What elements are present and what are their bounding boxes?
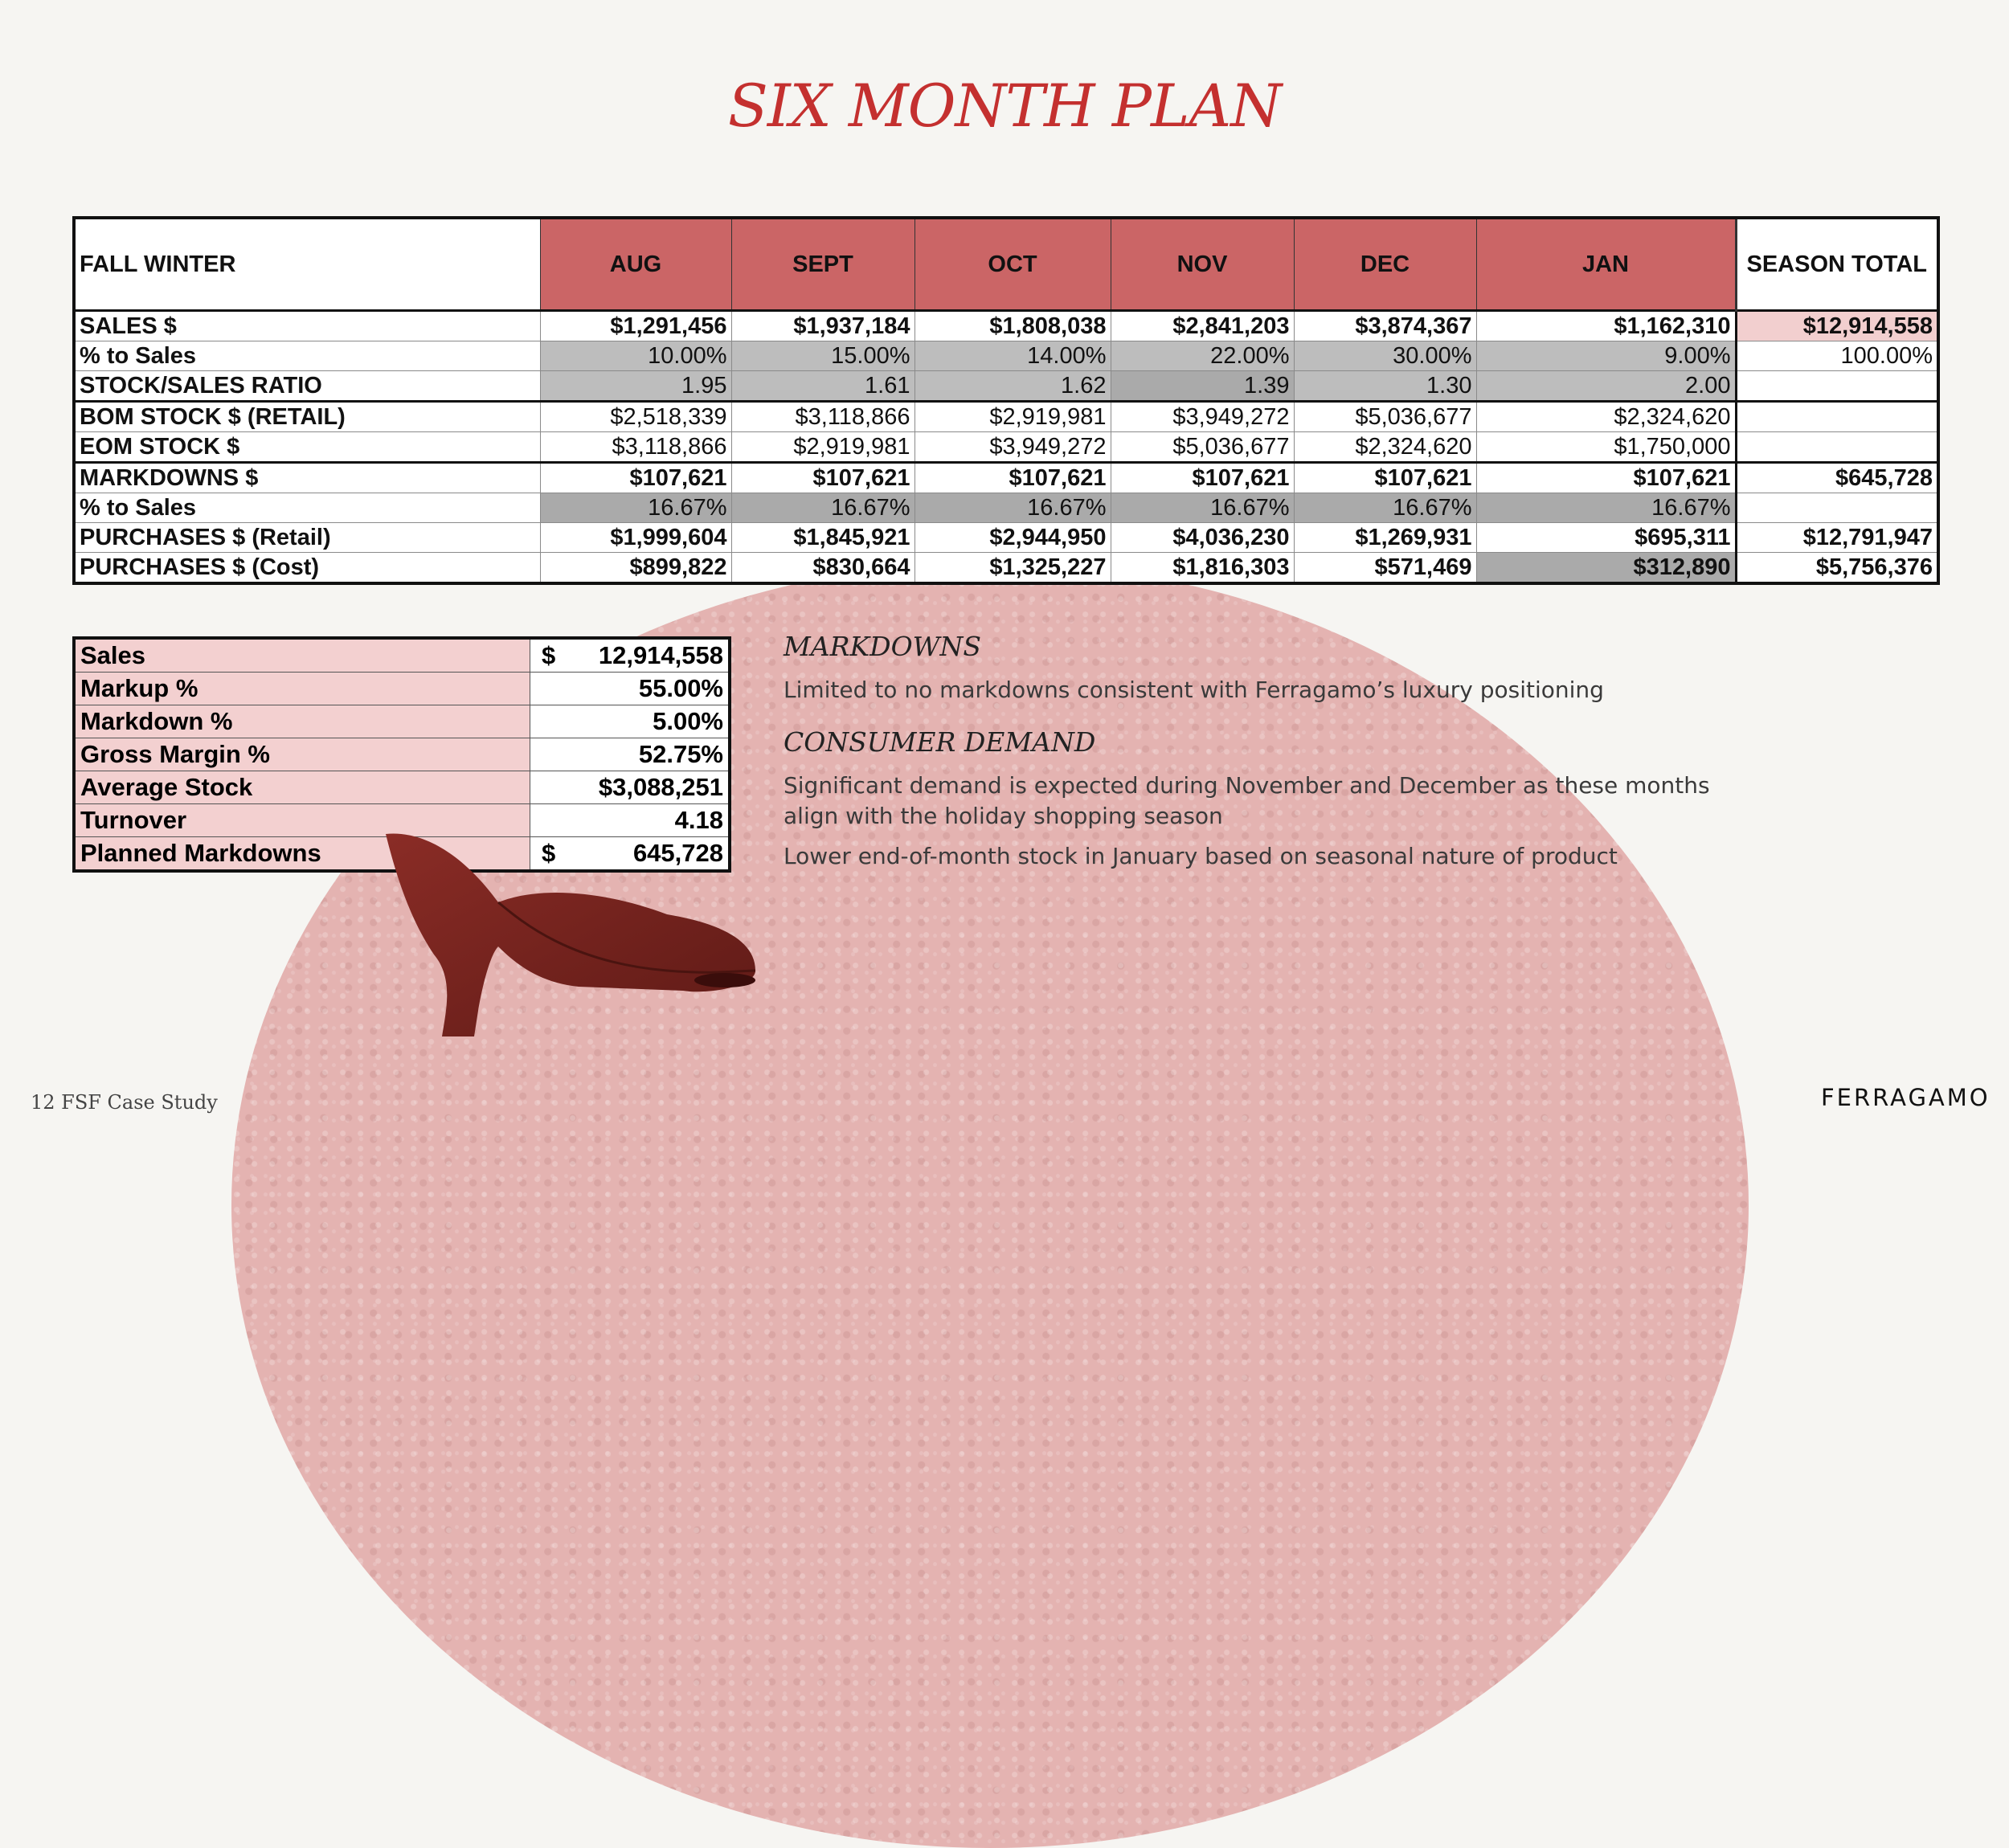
cell: 1.30 — [1294, 371, 1476, 402]
row-label: PURCHASES $ (Retail) — [74, 523, 540, 553]
cell: $3,118,866 — [731, 402, 914, 432]
summary-amount: 52.75% — [638, 740, 723, 768]
season-total-cell: $12,791,947 — [1736, 523, 1938, 553]
summary-label: Average Stock — [74, 771, 530, 804]
cell: 9.00% — [1476, 341, 1736, 371]
markdowns-heading: MARKDOWNS — [784, 631, 982, 662]
season-total-cell — [1736, 371, 1938, 402]
table-row — [74, 553, 1938, 584]
cell: 1.61 — [731, 371, 914, 402]
table-row — [74, 311, 1938, 341]
cell: 15.00% — [731, 341, 914, 371]
row-label: STOCK/SALES RATIO — [74, 371, 540, 402]
table-row — [74, 432, 1938, 463]
cell: 1.62 — [914, 371, 1111, 402]
cell: $2,919,981 — [731, 432, 914, 463]
cell: $312,890 — [1476, 553, 1736, 584]
month-header: JAN — [1476, 218, 1736, 311]
currency-symbol: $ — [542, 839, 556, 867]
cell: 30.00% — [1294, 341, 1476, 371]
season-total-cell: $645,728 — [1736, 463, 1938, 493]
cell: 16.67% — [731, 493, 914, 523]
season-total-cell: $5,756,376 — [1736, 553, 1938, 584]
table-row — [74, 371, 1938, 402]
cell: $2,944,950 — [914, 523, 1111, 553]
table-row — [74, 523, 1938, 553]
cell: $1,845,921 — [731, 523, 914, 553]
cell: $1,999,604 — [540, 523, 731, 553]
summary-amount: $3,088,251 — [598, 773, 723, 801]
summary-label: Sales — [74, 638, 530, 673]
month-header: AUG — [540, 218, 731, 311]
month-header: OCT — [914, 218, 1111, 311]
cell: $3,118,866 — [540, 432, 731, 463]
six-month-plan-table — [72, 216, 1940, 585]
cell: 16.67% — [1294, 493, 1476, 523]
month-header: SEPT — [731, 218, 914, 311]
cell: $107,621 — [1476, 463, 1736, 493]
row-label: % to Sales — [74, 341, 540, 371]
cell: 22.00% — [1111, 341, 1294, 371]
page-footer: 12 FSF Case Study — [31, 1091, 218, 1114]
summary-row — [74, 738, 730, 771]
cell: $107,621 — [1294, 463, 1476, 493]
season-total-cell — [1736, 493, 1938, 523]
cell: $1,269,931 — [1294, 523, 1476, 553]
row-label: EOM STOCK $ — [74, 432, 540, 463]
row-label: % to Sales — [74, 493, 540, 523]
table-row — [74, 402, 1938, 432]
summary-amount: 5.00% — [653, 707, 723, 735]
season-total-cell — [1736, 402, 1938, 432]
cell: 16.67% — [540, 493, 731, 523]
summary-amount: 645,728 — [632, 839, 723, 867]
summary-amount: 12,914,558 — [598, 641, 723, 669]
row-label: MARKDOWNS $ — [74, 463, 540, 493]
cell: $107,621 — [914, 463, 1111, 493]
table-row — [74, 341, 1938, 371]
cell: 16.67% — [1111, 493, 1294, 523]
summary-row — [74, 771, 730, 804]
cell: 1.39 — [1111, 371, 1294, 402]
cell: $2,919,981 — [914, 402, 1111, 432]
season-total-cell: 100.00% — [1736, 341, 1938, 371]
notes-panel — [784, 631, 1732, 881]
cell: 2.00 — [1476, 371, 1736, 402]
row-label: BOM STOCK $ (RETAIL) — [74, 402, 540, 432]
cell: 1.95 — [540, 371, 731, 402]
cell: $1,750,000 — [1476, 432, 1736, 463]
summary-label: Gross Margin % — [74, 738, 530, 771]
cell: $1,808,038 — [914, 311, 1111, 341]
summary-row — [74, 705, 730, 738]
cell: 16.67% — [914, 493, 1111, 523]
season-total-cell: $12,914,558 — [1736, 311, 1938, 341]
cell: $1,325,227 — [914, 553, 1111, 584]
summary-value — [530, 771, 730, 804]
cell: $1,162,310 — [1476, 311, 1736, 341]
summary-value — [530, 705, 730, 738]
cell: $1,291,456 — [540, 311, 731, 341]
summary-row — [74, 673, 730, 705]
cell: $3,949,272 — [1111, 402, 1294, 432]
cell: $2,518,339 — [540, 402, 731, 432]
table-row — [74, 463, 1938, 493]
cell: $899,822 — [540, 553, 731, 584]
season-total-cell — [1736, 432, 1938, 463]
summary-amount: 55.00% — [638, 674, 723, 702]
summary-label: Markdown % — [74, 705, 530, 738]
markdowns-text: Limited to no markdowns consistent with Ferragamo’s luxury positioning — [784, 677, 1604, 703]
page-title: SIX MONTH PLAN — [727, 72, 1282, 141]
brand-logo: FERRAGAMO — [1821, 1084, 1991, 1111]
table-row — [74, 493, 1938, 523]
consumer-demand-heading: CONSUMER DEMAND — [784, 726, 1096, 758]
shoe-body — [386, 834, 755, 1036]
cell: $107,621 — [731, 463, 914, 493]
summary-value — [530, 738, 730, 771]
table-header-row — [74, 218, 1938, 311]
cell: $2,841,203 — [1111, 311, 1294, 341]
cell: 10.00% — [540, 341, 731, 371]
cell: $1,937,184 — [731, 311, 914, 341]
cell: $3,874,367 — [1294, 311, 1476, 341]
summary-label: Markup % — [74, 673, 530, 705]
january-stock-text: Lower end-of-month stock in January based on seasonal nature of product — [784, 843, 1618, 869]
cell: $107,621 — [540, 463, 731, 493]
cell: $2,324,620 — [1476, 402, 1736, 432]
summary-value — [530, 673, 730, 705]
row-label: PURCHASES $ (Cost) — [74, 553, 540, 584]
month-header: DEC — [1294, 218, 1476, 311]
header-corner: FALL WINTER — [74, 218, 540, 311]
season-total-header: SEASON TOTAL — [1736, 218, 1938, 311]
cell: $107,621 — [1111, 463, 1294, 493]
summary-amount: 4.18 — [674, 806, 723, 834]
cell: $2,324,620 — [1294, 432, 1476, 463]
summary-label: Turnover — [74, 804, 530, 837]
cell: $830,664 — [731, 553, 914, 584]
summary-label: Planned Markdowns — [74, 837, 530, 872]
cell: $1,816,303 — [1111, 553, 1294, 584]
shoe-toe-opening — [694, 973, 755, 987]
cell: 16.67% — [1476, 493, 1736, 523]
month-header: NOV — [1111, 218, 1294, 311]
cell: $4,036,230 — [1111, 523, 1294, 553]
cell: $571,469 — [1294, 553, 1476, 584]
consumer-demand-text: Significant demand is expected during November and December as these months align with the holiday shopping season — [784, 772, 1710, 829]
cell: $3,949,272 — [914, 432, 1111, 463]
summary-value — [530, 638, 730, 673]
cell: $5,036,677 — [1294, 402, 1476, 432]
cell: 14.00% — [914, 341, 1111, 371]
cell: $5,036,677 — [1111, 432, 1294, 463]
summary-row — [74, 638, 730, 673]
currency-symbol: $ — [542, 641, 556, 669]
cell: $695,311 — [1476, 523, 1736, 553]
row-label: SALES $ — [74, 311, 540, 341]
